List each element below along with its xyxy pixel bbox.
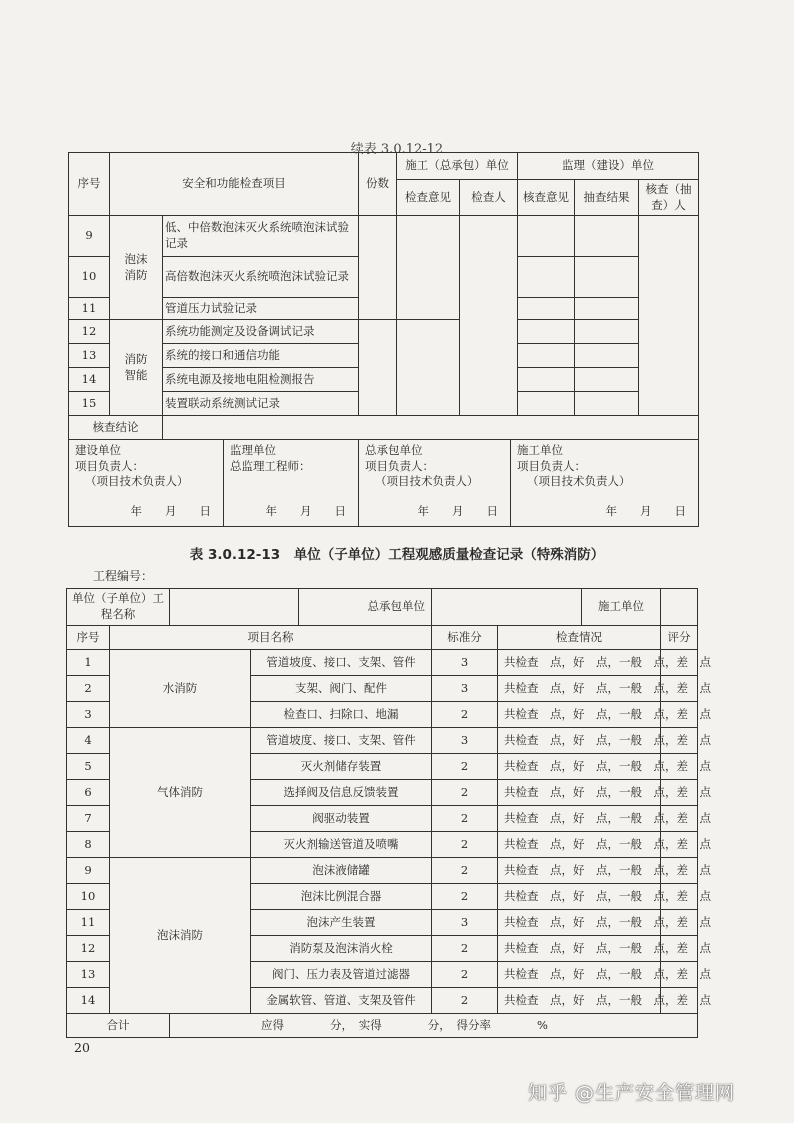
row-item: 灭火剂储存装置 [251,754,432,780]
general-contractor-label: 总承包单位 [367,599,425,614]
row-no: 14 [69,368,110,392]
row-standard-score: 2 [432,962,498,988]
row-no: 10 [67,884,110,910]
watermark: 知乎 @生产安全管理网 [528,1082,736,1104]
row-standard-score: 2 [432,832,498,858]
signature-row [69,440,699,527]
signature-tech: （项目技术负责人） [85,474,189,489]
row-no: 9 [69,216,110,257]
header-copies: 份数 [359,153,397,216]
signature-person: 项目负责人： [517,458,586,473]
row-item: 管道坡度、接口、支架、管件 [251,728,432,754]
unit-project-value[interactable] [170,589,299,625]
total-label: 合计 [67,1014,170,1038]
row-standard-score: 3 [432,728,498,754]
check-opinion-2-cell[interactable] [518,368,575,392]
row-item: 管道压力试验记录 [163,298,359,320]
header-check-opinion: 检查意见 [397,180,460,216]
row-inspection[interactable]: 共检查 点，好 点，一般 点，差 点 [498,754,661,780]
row-item: 支架、阀门、配件 [251,676,432,702]
row-no: 6 [67,780,110,806]
row-standard-score: 3 [432,650,498,676]
row-no: 8 [67,832,110,858]
spot-result-cell[interactable] [575,368,639,392]
row-no: 1 [67,650,110,676]
table-row [69,216,699,257]
row-standard-score: 2 [432,988,498,1014]
header-no: 序号 [69,153,110,216]
conclusion-cell[interactable] [163,416,699,440]
row-item: 泡沫比例混合器 [251,884,432,910]
group-name: 泡沫消防 [110,858,251,1014]
row-item: 消防泵及泡沫消火栓 [251,936,432,962]
signature-date: 年 月 日 [605,503,687,518]
signature-unit: 建设单位 [75,443,121,457]
header-supervisor: 监理（建设）单位 [518,153,699,180]
check-opinion-cell[interactable] [397,216,460,320]
signature-block-supervisor[interactable] [224,440,358,526]
row-no: 11 [69,298,110,320]
spot-result-cell[interactable] [575,392,639,416]
group-name: 消防智能 [110,320,163,416]
row-item: 灭火剂输送管道及喷嘴 [251,832,432,858]
header-inspection: 检查情况 [498,626,661,650]
project-info-cell [170,589,432,626]
signature-unit: 监理单位 [230,443,276,457]
row-standard-score: 3 [432,676,498,702]
copies-cell[interactable] [359,320,397,416]
check-opinion-2-cell[interactable] [518,320,575,344]
table-row [67,728,698,754]
header-verifier: 核查（抽查）人 [639,180,699,216]
page-number: 20 [74,1040,90,1055]
signature-area [69,440,359,527]
project-info-row [67,589,698,626]
row-inspection[interactable]: 共检查 点，好 点，一般 点，差 点 [498,650,661,676]
row-no: 15 [69,392,110,416]
row-inspection[interactable]: 共检查 点，好 点，一般 点，差 点 [498,780,661,806]
signature-tech: （项目技术负责人） [527,474,631,489]
header-rating: 评分 [661,626,698,650]
row-item: 泡沫液储罐 [251,858,432,884]
row-inspection[interactable]: 共检查 点，好 点，一般 点，差 点 [498,806,661,832]
total-value[interactable]: 应得 分， 实得 分， 得分率 % [170,1014,698,1038]
row-no: 9 [67,858,110,884]
header-item: 项目名称 [110,626,432,650]
spot-result-cell[interactable] [575,298,639,320]
row-standard-score: 2 [432,702,498,728]
row-item: 阀门、压力表及管道过滤器 [251,962,432,988]
check-opinion-2-cell[interactable] [518,344,575,368]
row-inspection[interactable]: 共检查 点，好 点，一般 点，差 点 [498,962,661,988]
table-row [67,650,698,676]
row-no: 7 [67,806,110,832]
row-item: 金属软管、管道、支架及管件 [251,988,432,1014]
spot-result-cell[interactable] [575,344,639,368]
check-opinion-2-cell[interactable] [518,298,575,320]
row-inspection[interactable]: 共检查 点，好 点，一般 点，差 点 [498,702,661,728]
check-opinion-2-cell[interactable] [518,392,575,416]
total-row [67,1014,698,1038]
row-standard-score: 2 [432,780,498,806]
table-row [69,320,699,344]
row-no: 12 [67,936,110,962]
row-inspection[interactable]: 共检查 点，好 点，一般 点，差 点 [498,936,661,962]
table2-title: 表 3.0.12-13 单位（子单位）工程观感质量检查记录（特殊消防） [189,547,605,563]
contractor-label: 施工单位 [582,589,661,626]
row-item: 低、中倍数泡沫灭火系统喷泡沫试验记录 [163,216,359,257]
header-no: 序号 [67,626,110,650]
row-no: 10 [69,257,110,298]
row-no: 13 [69,344,110,368]
row-item: 泡沫产生装置 [251,910,432,936]
row-inspection[interactable]: 共检查 点，好 点，一般 点，差 点 [498,884,661,910]
signature-date: 年 月 日 [417,503,498,518]
row-standard-score: 2 [432,858,498,884]
row-no: 4 [67,728,110,754]
signature-area-right [359,440,699,527]
signature-block-general-contractor[interactable] [359,440,511,526]
row-no: 2 [67,676,110,702]
row-item: 系统功能测定及设备调试记录 [163,320,359,344]
header-spot-result: 抽查结果 [575,180,639,216]
conclusion-row [69,416,699,440]
row-standard-score: 2 [432,884,498,910]
row-no: 3 [67,702,110,728]
signature-person: 项目负责人： [75,458,144,473]
table-row [67,858,698,884]
general-contractor-value[interactable] [432,589,582,626]
group-name: 气体消防 [110,728,251,858]
signature-block-contractor[interactable] [511,440,698,526]
signature-unit: 总承包单位 [365,443,423,457]
row-item: 选择阀及信息反馈装置 [251,780,432,806]
row-inspection[interactable]: 共检查 点，好 点，一般 点，差 点 [498,728,661,754]
signature-unit: 施工单位 [517,443,563,457]
row-no: 13 [67,962,110,988]
conclusion-label: 核查结论 [69,416,163,440]
row-item: 阀驱动装置 [251,806,432,832]
row-standard-score: 2 [432,754,498,780]
signature-date: 年 月 日 [130,503,211,518]
row-item: 系统的接口和通信功能 [163,344,359,368]
unit-project-label: 单位（子单位）工程名称 [67,589,170,626]
spot-result-cell[interactable] [575,216,639,257]
spot-result-cell[interactable] [575,320,639,344]
row-item: 系统电源及接地电阻检测报告 [163,368,359,392]
header-contractor: 施工（总承包）单位 [397,153,518,180]
row-inspection[interactable]: 共检查 点，好 点，一般 点，差 点 [498,676,661,702]
copies-cell[interactable] [359,216,397,320]
row-item: 装置联动系统测试记录 [163,392,359,416]
top-caption: 续表 3.0.12-12 [350,142,444,157]
row-standard-score: 3 [432,910,498,936]
appearance-quality-table [66,588,711,1038]
row-item: 高倍数泡沫灭火系统喷泡沫试验记录 [163,257,359,298]
row-standard-score: 2 [432,936,498,962]
signature-tech: （项目技术负责人） [375,474,479,489]
signature-person: 项目负责人： [365,458,434,473]
row-inspection[interactable]: 共检查 点，好 点，一般 点，差 点 [498,988,661,1014]
row-item: 管道坡度、接口、支架、管件 [251,650,432,676]
check-opinion-2-cell[interactable] [518,257,575,298]
safety-function-check-table [68,152,699,527]
row-inspection[interactable]: 共检查 点，好 点，一般 点，差 点 [498,910,661,936]
signature-date: 年 月 日 [265,504,346,519]
header-item: 安全和功能检查项目 [110,153,359,216]
row-no: 12 [69,320,110,344]
row-no: 14 [67,988,110,1014]
header-check-opinion-2: 核查意见 [518,180,575,216]
row-inspection[interactable]: 共检查 点，好 点，一般 点，差 点 [498,832,661,858]
check-opinion-cell[interactable] [397,320,460,416]
header-standard: 标准分 [432,626,498,650]
signature-block-owner[interactable] [69,440,224,526]
project-no-label: 工程编号： [93,569,154,583]
group-name: 水消防 [110,650,251,728]
group-name: 泡沫消防 [110,216,163,320]
row-no: 5 [67,754,110,780]
row-inspection[interactable]: 共检查 点，好 点，一般 点，差 点 [498,858,661,884]
signature-person: 总监理工程师： [230,458,311,473]
verifier-cell[interactable] [639,216,699,416]
row-no: 11 [67,910,110,936]
check-opinion-2-cell[interactable] [518,216,575,257]
header-checker: 检查人 [460,180,518,216]
row-standard-score: 2 [432,806,498,832]
contractor-value[interactable] [661,589,698,626]
spot-result-cell[interactable] [575,257,639,298]
checker-cell[interactable] [460,216,518,416]
row-item: 检查口、扫除口、地漏 [251,702,432,728]
